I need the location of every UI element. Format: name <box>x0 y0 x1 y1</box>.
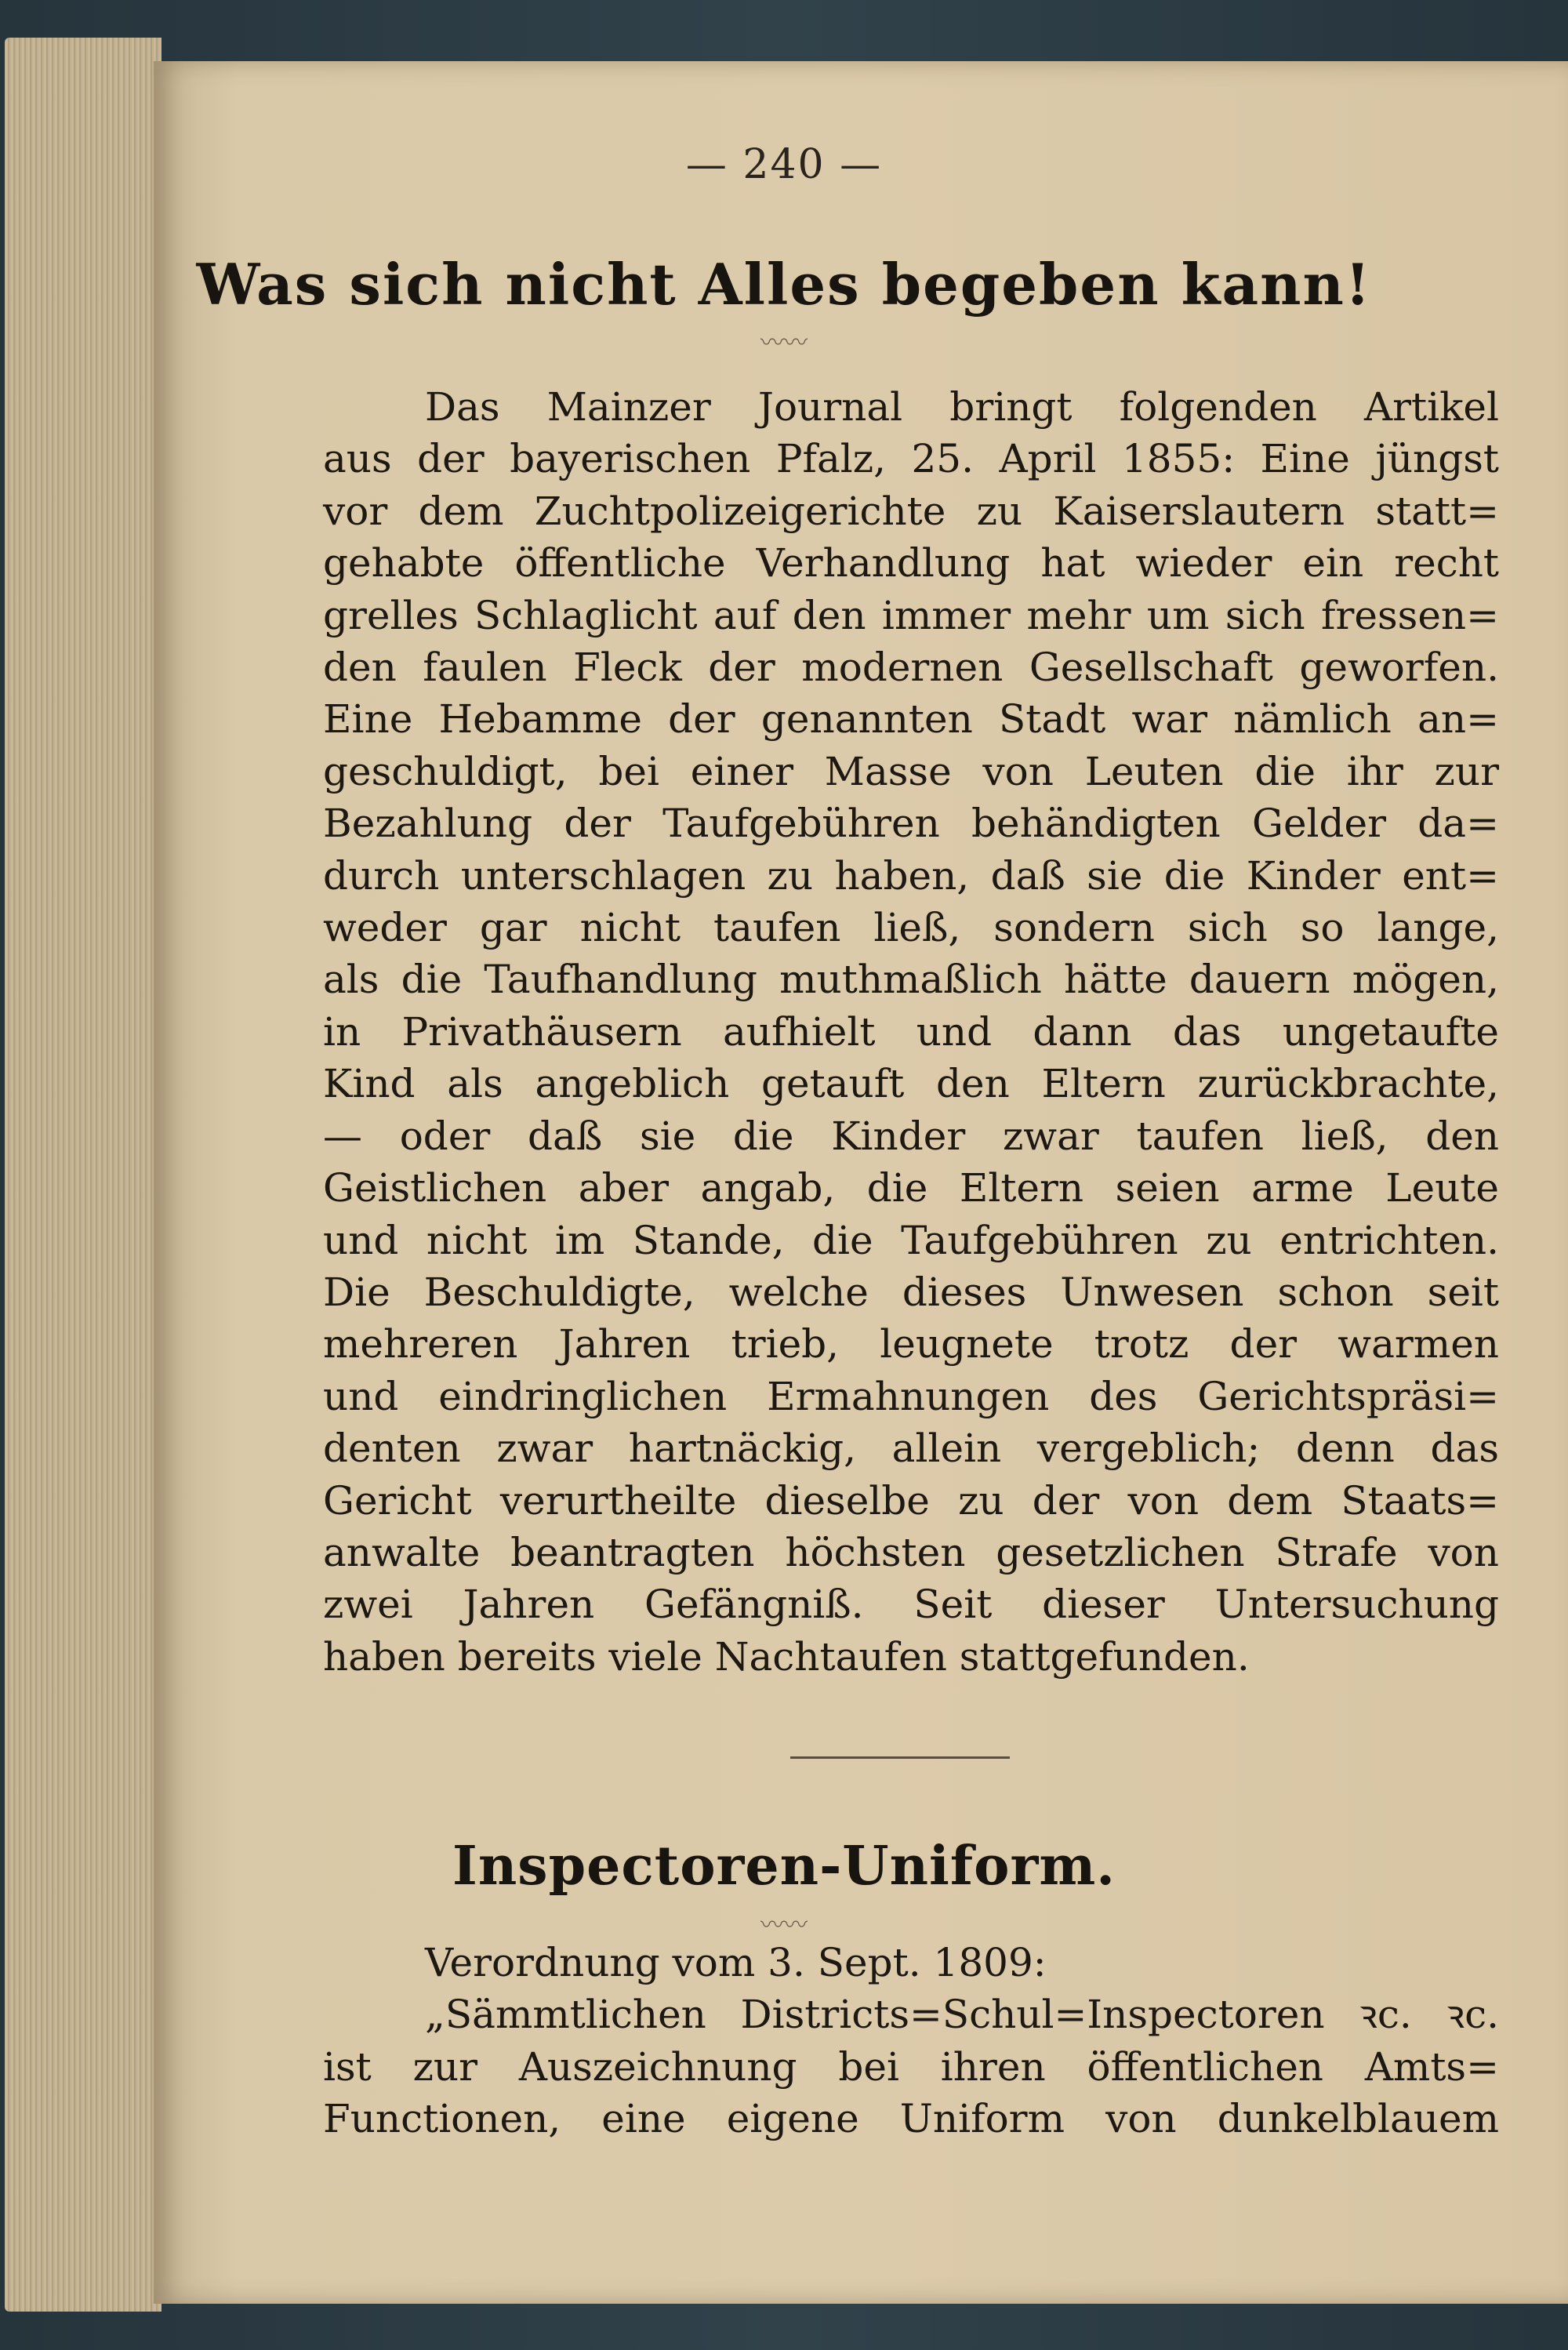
text-line: anwalte beantragten höchsten gesetzlichen Strafe von <box>323 1529 1499 1575</box>
text-line: haben bereits viele Nachtaufen stattgefunden. <box>323 1633 1250 1680</box>
text-line: — oder daß sie die Kinder zwar taufen ließ, den <box>323 1113 1499 1159</box>
text-line: mehreren Jahren trieb, leugnete trotz der warmen <box>323 1321 1499 1368</box>
text-line: grelles Schlaglicht auf den immer mehr um sich fressen= <box>323 592 1499 638</box>
text-line: Die Beschuldigte, welche dieses Unwesen schon seit <box>323 1269 1499 1315</box>
section-divider <box>790 1756 1010 1759</box>
text-line: aus der bayerischen Pfalz, 25. April 1855: Eine jüngst <box>323 436 1499 482</box>
text-line: Eine Hebamme der genannten Stadt war nämlich an= <box>323 696 1499 743</box>
text-line: „Sämmtlichen Districts=Schul=Inspectoren ꝛc. ꝛc. <box>425 1992 1499 2038</box>
text-line: Kind als angeblich getauft den Eltern zurückbrachte, <box>323 1061 1499 1107</box>
text-line: in Privathäusern aufhielt und dann das ungetaufte <box>323 1008 1499 1055</box>
text-line: vor dem Zuchtpolizeigerichte zu Kaiserslautern statt= <box>323 488 1499 534</box>
text-line: geschuldigt, bei einer Masse von Leuten die ihr zur <box>323 748 1499 794</box>
title-ornament: 〰〰 <box>760 1912 808 1939</box>
text-line: Bezahlung der Taufgebühren behändigten Gelder da= <box>323 801 1499 847</box>
article-body <box>323 381 1499 1683</box>
text-line: den faulen Fleck der modernen Gesellschaft geworfen. <box>323 645 1499 691</box>
article-title: Was sich nicht Alles begeben kann! <box>196 251 1372 318</box>
text-line: Verordnung vom 3. Sept. 1809: <box>425 1940 1047 1985</box>
text-line: ist zur Auszeichnung bei ihren öffentlichen Amts= <box>323 2043 1499 2090</box>
text-line: Das Mainzer Journal bringt folgenden Artikel <box>425 384 1499 430</box>
text-line: Gericht verurtheilte dieselbe zu der von dem Staats= <box>323 1477 1499 1524</box>
article-body <box>323 1937 1499 2145</box>
text-line: und eindringlichen Ermahnungen des Gerichtspräsi= <box>323 1373 1499 1419</box>
text-line: durch unterschlagen zu haben, daß sie die Kinder ent= <box>323 852 1499 899</box>
text-line: denten zwar hartnäckig, allein vergeblich; denn das <box>323 1426 1499 1472</box>
text-line: und nicht im Stande, die Taufgebühren zu entrichten. <box>323 1217 1499 1263</box>
text-line: als die Taufhandlung muthmaßlich hätte dauern mögen, <box>323 957 1499 1003</box>
page-edges <box>5 38 162 2312</box>
page-number: — 240 — <box>685 141 883 188</box>
text-line: Geistlichen aber angab, die Eltern seien arme Leute <box>323 1165 1499 1211</box>
article-title: Inspectoren-Uniform. <box>452 1835 1116 1898</box>
text-line: Functionen, eine eigene Uniform von dunkelblauem <box>323 2096 1499 2142</box>
title-ornament: 〰〰 <box>760 329 808 357</box>
text-line: gehabte öffentliche Verhandlung hat wieder ein recht <box>323 540 1499 587</box>
text-line: weder gar nicht taufen ließ, sondern sich so lange, <box>323 905 1499 951</box>
text-line: zwei Jahren Gefängniß. Seit dieser Untersuchung <box>323 1582 1499 1628</box>
